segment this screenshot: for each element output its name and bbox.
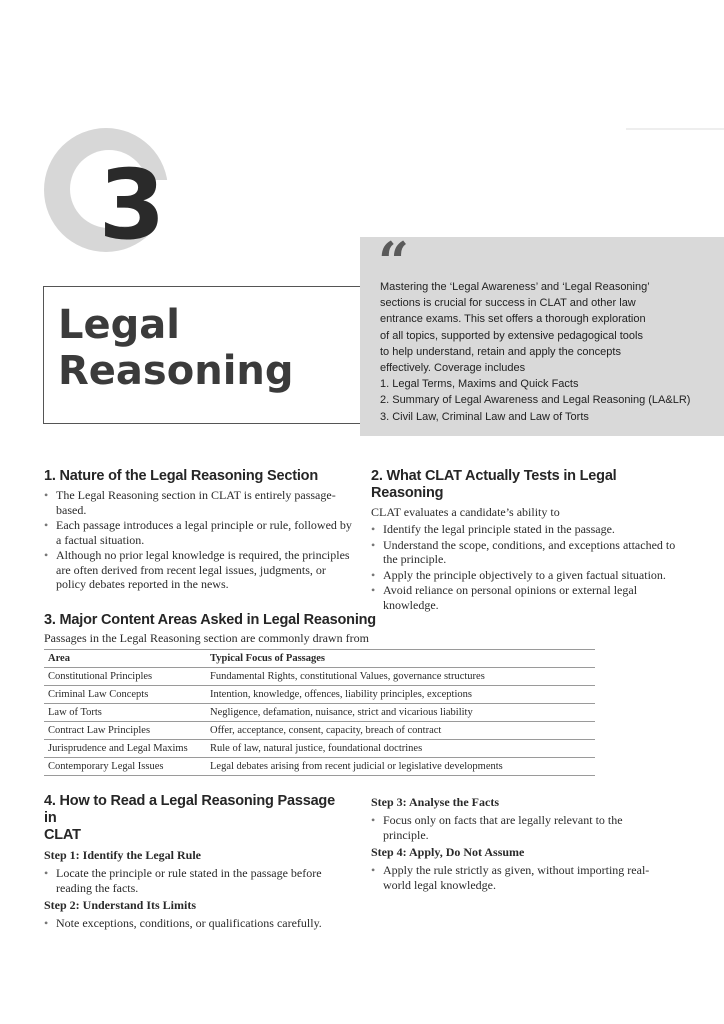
table-cell: Negligence, defamation, nuisance, strict and vicarious liability [206,704,595,722]
section-4-heading-line2: CLAT [44,827,81,843]
table-row [44,758,595,776]
list-item: • Avoid reliance on personal opinions or external legal knowledge. [371,583,691,612]
step-1-list [44,866,344,895]
list-item: • Note exceptions, conditions, or qualifications carefully. [44,916,344,931]
quote-line: 2. Summary of Legal Awareness and Legal Reasoning (LA&LR) [380,394,691,407]
section-3 [44,612,604,776]
table-header-area: Area [44,650,206,668]
step-2-title: Step 2: Understand Its Limits [44,898,197,912]
step-4-title: Step 4: Apply, Do Not Assume [371,845,525,859]
list-item: • Identify the legal principle stated in the passage. [371,522,691,537]
section-2 [371,468,691,613]
table-header-focus: Typical Focus of Passages [206,650,595,668]
table-cell: Intention, knowledge, offences, liability principles, exceptions [206,686,595,704]
table-row [44,722,595,740]
table-cell: Contract Law Principles [44,722,206,740]
table-cell: Contemporary Legal Issues [44,758,206,776]
list-item: • Locate the principle or rule stated in the passage before reading the facts. [44,866,344,895]
list-item: • The Legal Reasoning section in CLAT is entirely passage-based. [44,488,354,517]
section-4-heading-line1: 4. How to Read a Legal Reasoning Passage in [44,793,335,826]
section-4 [44,793,344,932]
table-cell: Law of Torts [44,704,206,722]
table-cell: Fundamental Rights, constitutional Values, governance structures [206,668,595,686]
table-row [44,668,595,686]
table-cell: Offer, acceptance, consent, capacity, breach of contract [206,722,595,740]
quote-mark-icon: “ [378,230,410,294]
section-3-heading: 3. Major Content Areas Asked in Legal Reasoning [44,612,376,628]
section-2-heading: 2. What CLAT Actually Tests in Legal Reasoning [371,468,617,501]
step-3-list [371,813,671,842]
decorative-line [626,128,724,130]
table-cell: Criminal Law Concepts [44,686,206,704]
table-cell: Rule of law, natural justice, foundational doctrines [206,740,595,758]
quote-text [380,279,716,425]
content-areas-table [44,649,595,776]
step-1-title: Step 1: Identify the Legal Rule [44,848,201,862]
section-1-heading: 1. Nature of the Legal Reasoning Section [44,468,318,484]
list-item: • Understand the scope, conditions, and exceptions attached to the principle. [371,538,691,567]
section-1 [44,468,354,593]
table-row [44,740,595,758]
step-4-list [371,863,671,892]
list-item: • Apply the rule strictly as given, without importing real-world legal knowledge. [371,863,671,892]
table-row [44,704,595,722]
quote-line: 1. Legal Terms, Maxims and Quick Facts [380,378,579,391]
quote-line: sections is crucial for success in CLAT and other law [380,297,636,310]
table-cell: Legal debates arising from recent judicial or legislative developments [206,758,595,776]
list-item: • Although no prior legal knowledge is required, the principles are often derived from recent legal issues, judgments, or policy debates reported in the news. [44,548,354,592]
chapter-title-line1: Legal [58,302,180,348]
list-item: • Each passage introduces a legal principle or rule, followed by a factual situation. [44,518,354,547]
section-2-list [371,522,691,612]
chapter-number: 3 [98,149,166,261]
table-cell: Jurisprudence and Legal Maxims [44,740,206,758]
table-row [44,686,595,704]
section-4-right [371,795,671,893]
section-2-intro: CLAT evaluates a candidate’s ability to [371,505,560,519]
chapter-title [58,302,294,394]
table-cell: Constitutional Principles [44,668,206,686]
step-3-title: Step 3: Analyse the Facts [371,795,499,809]
quote-line: of all topics, supported by extensive pedagogical tools [380,329,643,342]
quote-line: to help understand, retain and apply the concepts [380,345,621,358]
step-2-list [44,916,344,931]
section-3-intro: Passages in the Legal Reasoning section are commonly drawn from [44,631,369,645]
quote-line: 3. Civil Law, Criminal Law and Law of Torts [380,410,589,423]
table-header-row [44,650,595,668]
section-4-heading [44,793,344,844]
chapter-title-line2: Reasoning [58,348,294,394]
section-1-list [44,488,354,592]
quote-line: effectively. Coverage includes [380,362,526,375]
list-item: • Focus only on facts that are legally relevant to the principle. [371,813,671,842]
quote-line: entrance exams. This set offers a thorough exploration [380,313,646,326]
quote-line: Mastering the ‘Legal Awareness’ and ‘Legal Reasoning’ [380,281,650,293]
list-item: • Apply the principle objectively to a given factual situation. [371,568,691,583]
